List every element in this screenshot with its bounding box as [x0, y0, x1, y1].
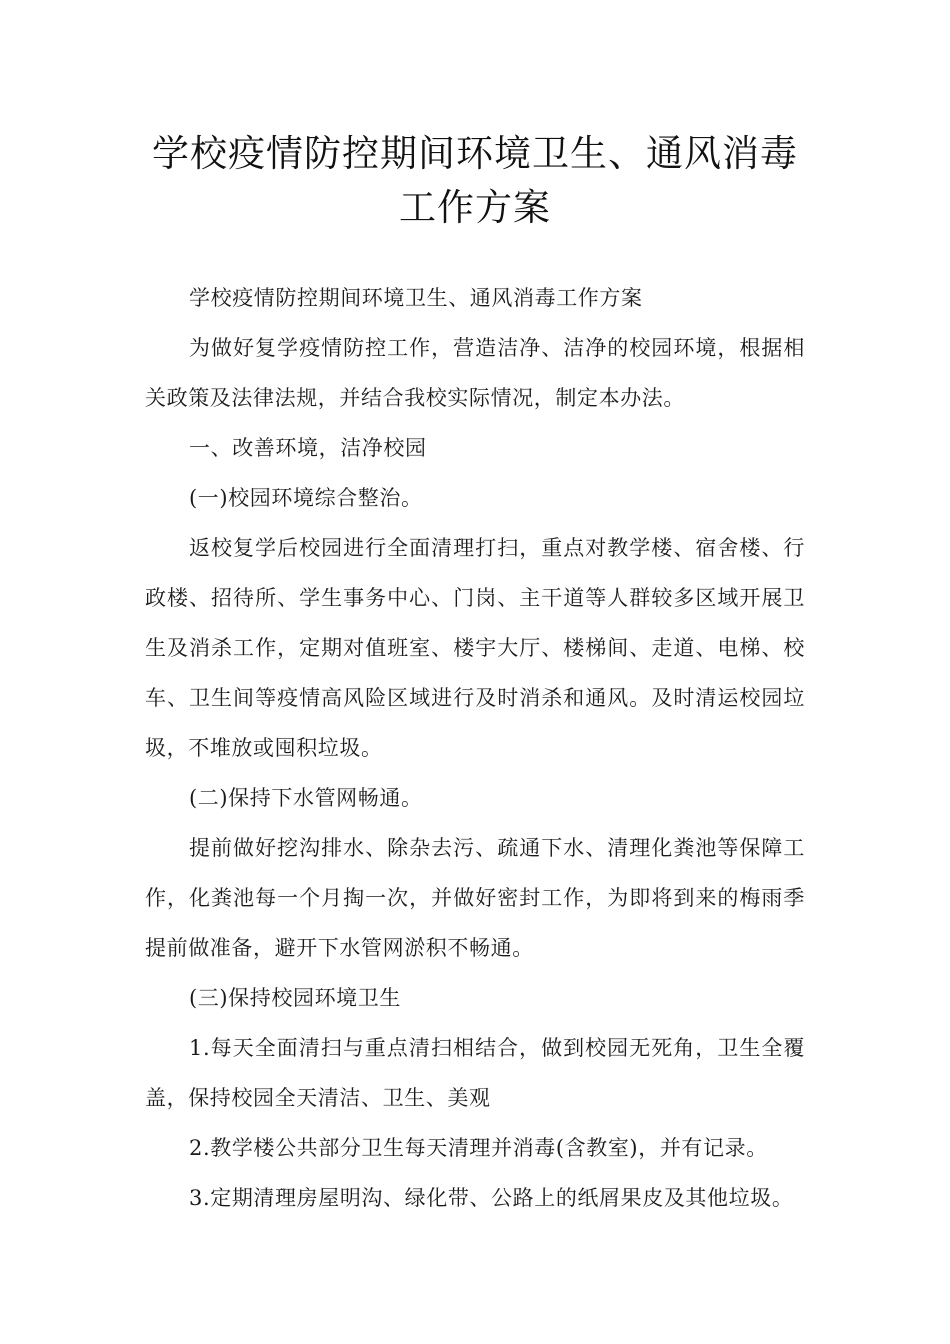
list-item-2: 2.教学楼公共部分卫生每天清理并消毒(含教室)，并有记录。: [189, 1136, 768, 1160]
subsection-heading-1: (一)校园环境综合整治。: [189, 486, 423, 510]
document-title-line-2: 工作方案: [399, 186, 551, 229]
list-item-3: 3.定期清理房屋明沟、绿化带、公路上的纸屑果皮及其他垃圾。: [189, 1186, 794, 1210]
paragraph-campus-cleanup: 返校复学后校园进行全面清理打扫，重点对教学楼、宿舍楼、行政楼、招待所、学生事务中心、门岗、主干道等人群较多区域开展卫生及消杀工作，定期对值班室、楼宇大厅、楼梯间、走道、电梯、校车、卫生间等疫情高风险区域进行及时消杀和通风。及时清运校园垃圾，不堆放或囤积垃圾。: [145, 536, 805, 760]
document-body: [145, 273, 805, 1223]
subsection-heading-2: (二)保持下水管网畅通。: [189, 786, 423, 810]
paragraph-intro: 为做好复学疫情防控工作，营造洁净、洁净的校园环境，根据相关政策及法律法规，并结合我校实际情况，制定本办法。: [145, 336, 805, 410]
paragraph-drainage: 提前做好挖沟排水、除杂去污、疏通下水、清理化粪池等保障工作，化粪池每一个月掏一次，并做好密封工作，为即将到来的梅雨季提前做准备，避开下水管网淤积不畅通。: [145, 836, 805, 960]
paragraph-heading-repeat: 学校疫情防控期间环境卫生、通风消毒工作方案: [189, 286, 643, 310]
list-item-1: 1.每天全面清扫与重点清扫相结合，做到校园无死角，卫生全覆盖，保持校园全天清洁、卫生、美观: [145, 1036, 805, 1110]
section-heading-1: 一、改善环境，洁净校园: [189, 436, 427, 460]
subsection-heading-3: (三)保持校园环境卫生: [189, 986, 401, 1010]
document-title-line-1: 学校疫情防控期间环境卫生、通风消毒: [152, 132, 798, 175]
